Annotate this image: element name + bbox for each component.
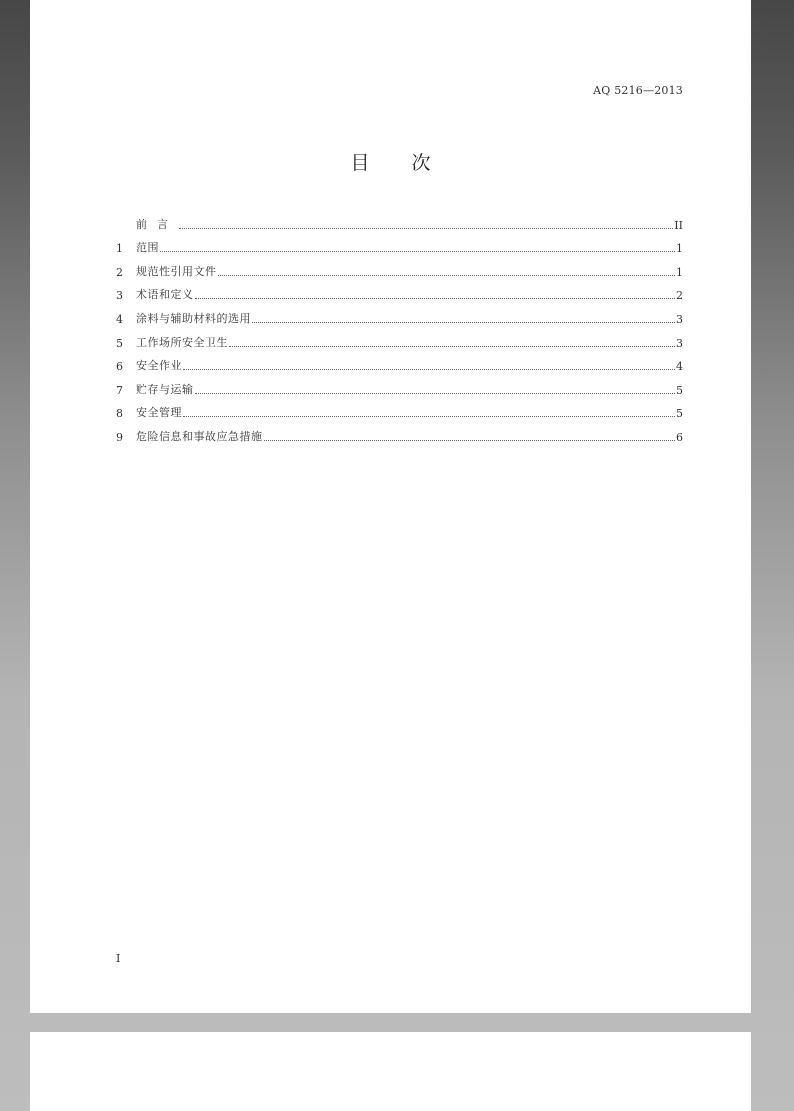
- toc-entry-title: 贮存与运输: [136, 382, 194, 396]
- toc-entry-normative-references[interactable]: [116, 255, 683, 279]
- toc-entry-title: 规范性引用文件: [136, 264, 217, 278]
- toc-entry-page: 1: [676, 242, 683, 256]
- dot-leader: [183, 416, 675, 417]
- toc-entry-safety-management[interactable]: [116, 397, 683, 421]
- dot-leader: [179, 228, 673, 229]
- toc-entry-safe-operation[interactable]: [116, 350, 683, 374]
- toc-entry-page: 5: [676, 407, 683, 421]
- toc-entry-title: 术语和定义: [136, 288, 194, 302]
- toc-entry-hazard-emergency[interactable]: [116, 420, 683, 444]
- next-document-page: [30, 1032, 751, 1111]
- toc-entry-storage-transport[interactable]: [116, 373, 683, 397]
- dot-leader: [252, 322, 675, 323]
- toc-entry-number: 5: [116, 336, 123, 350]
- toc-entry-title: 危险信息和事故应急措施: [136, 429, 263, 443]
- toc-entry-page: II: [674, 218, 683, 232]
- toc-entry-number: 2: [116, 265, 123, 279]
- dot-leader: [195, 393, 676, 394]
- toc-entry-number: 6: [116, 360, 123, 374]
- toc-entry-foreword[interactable]: [116, 208, 683, 232]
- toc-entry-title: 工作场所安全卫生: [136, 335, 228, 349]
- page-number: I: [116, 952, 121, 965]
- toc-entry-page: 3: [676, 312, 683, 326]
- toc-entry-number: 3: [116, 289, 123, 303]
- toc-entry-number: 8: [116, 407, 123, 421]
- toc-entry-number: 1: [116, 242, 123, 256]
- dot-leader: [229, 346, 675, 347]
- toc-entry-number: 4: [116, 312, 123, 326]
- toc-entry-title: 安全管理: [136, 406, 182, 420]
- toc-title: 目 次: [350, 152, 449, 174]
- toc-entry-title: 涂料与辅助材料的选用: [136, 311, 251, 325]
- toc-entry-page: 5: [676, 383, 683, 397]
- document-page: [30, 0, 751, 1013]
- toc-entry-coating-materials[interactable]: [116, 302, 683, 326]
- dot-leader: [160, 251, 675, 252]
- toc-entry-page: 6: [676, 430, 683, 444]
- toc-entry-title: 范围: [136, 241, 159, 255]
- toc-entry-terms-definitions[interactable]: [116, 279, 683, 303]
- toc-entry-page: 2: [676, 289, 683, 303]
- toc-entry-scope[interactable]: [116, 232, 683, 256]
- dot-leader: [195, 298, 676, 299]
- toc-entry-number: 9: [116, 430, 123, 444]
- dot-leader: [218, 275, 676, 276]
- table-of-contents: [116, 208, 683, 444]
- dot-leader: [183, 369, 675, 370]
- toc-entry-number: 7: [116, 383, 123, 397]
- toc-entry-title: 前言: [136, 217, 178, 231]
- document-code: AQ 5216—2013: [593, 84, 683, 97]
- toc-entry-page: 3: [676, 336, 683, 350]
- toc-entry-page: 4: [676, 360, 683, 374]
- dot-leader: [264, 440, 676, 441]
- toc-entry-title: 安全作业: [136, 359, 182, 373]
- toc-entry-page: 1: [676, 265, 683, 279]
- toc-entry-workplace-safety[interactable]: [116, 326, 683, 350]
